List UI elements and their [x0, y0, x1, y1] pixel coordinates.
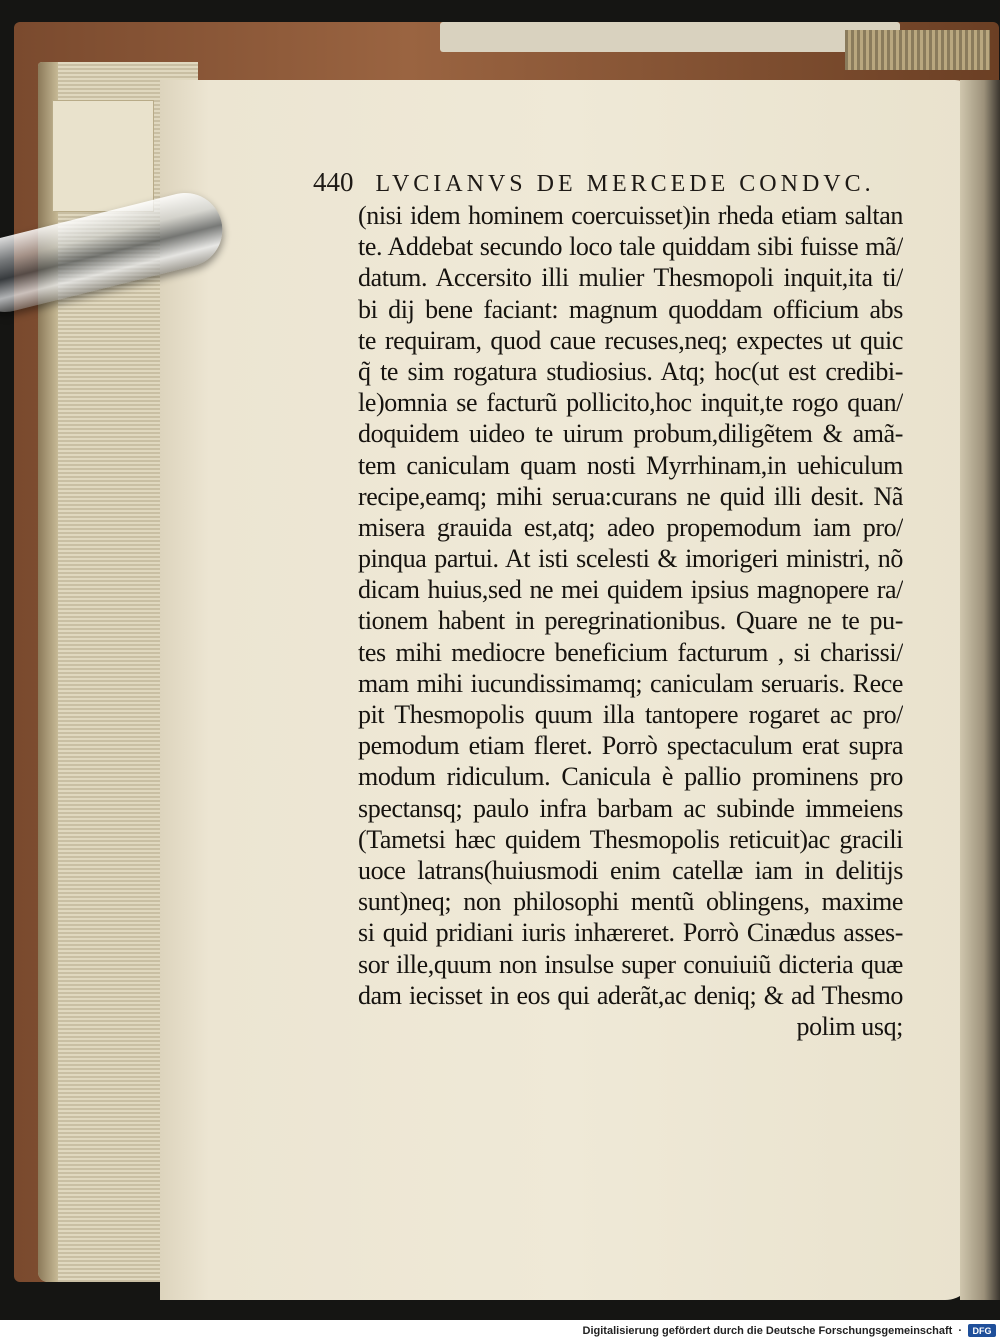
text-line: recipe,eamq; mihi serua:curans ne quid illi desit. Nã: [358, 481, 903, 511]
running-head: LVCIANVS DE MERCEDE CONDVC.: [375, 171, 875, 197]
page-gutter: [960, 80, 1000, 1300]
text-line: (Tametsi hæc quidem Thesmopolis reticuit)ac gracili: [358, 824, 903, 854]
footer-separator: ·: [958, 1324, 962, 1337]
text-line: misera grauida est,atq; adeo propemodum iam pro/: [358, 512, 903, 542]
text-line: dam iecisset in eos qui aderãt,ac deniq; & ad Thesmo: [358, 980, 903, 1010]
text-line: uoce latrans(huiusmodi enim catellæ iam in delitijs: [358, 855, 903, 885]
dfg-logo: DFG: [968, 1324, 996, 1337]
text-line: polim usq;: [796, 1011, 903, 1041]
text-line: pit Thesmopolis quum illa tantopere rogaret ac pro/: [358, 700, 903, 729]
footer-bar: [0, 1320, 1000, 1341]
footer-credit: Digitalisierung gefördert durch die Deutsche Forschungsgemeinschaft: [582, 1324, 953, 1337]
text-line: tionem habent in peregrinationibus. Quare ne te pu-: [358, 606, 903, 636]
text-line: dicam huius,sed ne mei quidem ipsius magnopere ra/: [358, 575, 903, 605]
text-line: te. Addebat secundo loco tale quiddam sibi fuisse mã/: [358, 232, 903, 262]
text-line: modum ridiculum. Canicula è pallio prominens pro: [358, 762, 903, 792]
text-line: mam mihi iucundissimamq; caniculam seruaris. Rece: [358, 668, 903, 698]
text-line: doquidem uideo te uirum probum,diligẽtem & amã-: [358, 419, 903, 449]
text-line: le)omnia se facturũ pollicito,hoc inquit,te rogo quan/: [358, 388, 903, 418]
text-line: spectansq; paulo infra barbam ac subinde immeiens: [358, 793, 903, 823]
text-line: pinqua partui. At isti scelesti & imorigeri ministri, nõ: [358, 544, 903, 574]
text-line: tem caniculam quam nosti Myrrhinam,in uehiculum: [358, 450, 903, 480]
page-header: [313, 167, 903, 198]
headband: [845, 30, 990, 70]
text-line: sunt)neq; non philosophi mentũ oblingens, maxime: [358, 887, 903, 917]
text-block: [358, 200, 903, 1042]
text-line: (nisi idem hominem coercuisset)in rheda etiam saltan: [358, 201, 903, 230]
text-line: tes mihi mediocre beneficium facturum , si charissi/: [358, 637, 903, 667]
text-line: te requiram, quod caue recuses,neq; expectes ut quic: [358, 325, 903, 355]
page-number: 440: [313, 167, 354, 197]
text-line: si quid pridiani iuris inhæreret. Porrò Cinædus asses-: [358, 918, 903, 948]
text-line: pemodum etiam fleret. Porrò spectaculum erat supra: [358, 731, 903, 761]
spine-label: [52, 100, 154, 212]
text-line: sor ille,quum non insulse super conuiuiũ dicteria quæ: [358, 949, 903, 979]
text-line: bi dij bene faciant: magnum quoddam officium abs: [358, 294, 903, 324]
text-line: datum. Accersito illi mulier Thesmopoli inquit,ita ti/: [358, 263, 903, 293]
cover-top-edge: [440, 22, 900, 52]
text-line: q̃ te sim rogatura studiosius. Atq; hoc(ut est credibi-: [358, 356, 903, 386]
